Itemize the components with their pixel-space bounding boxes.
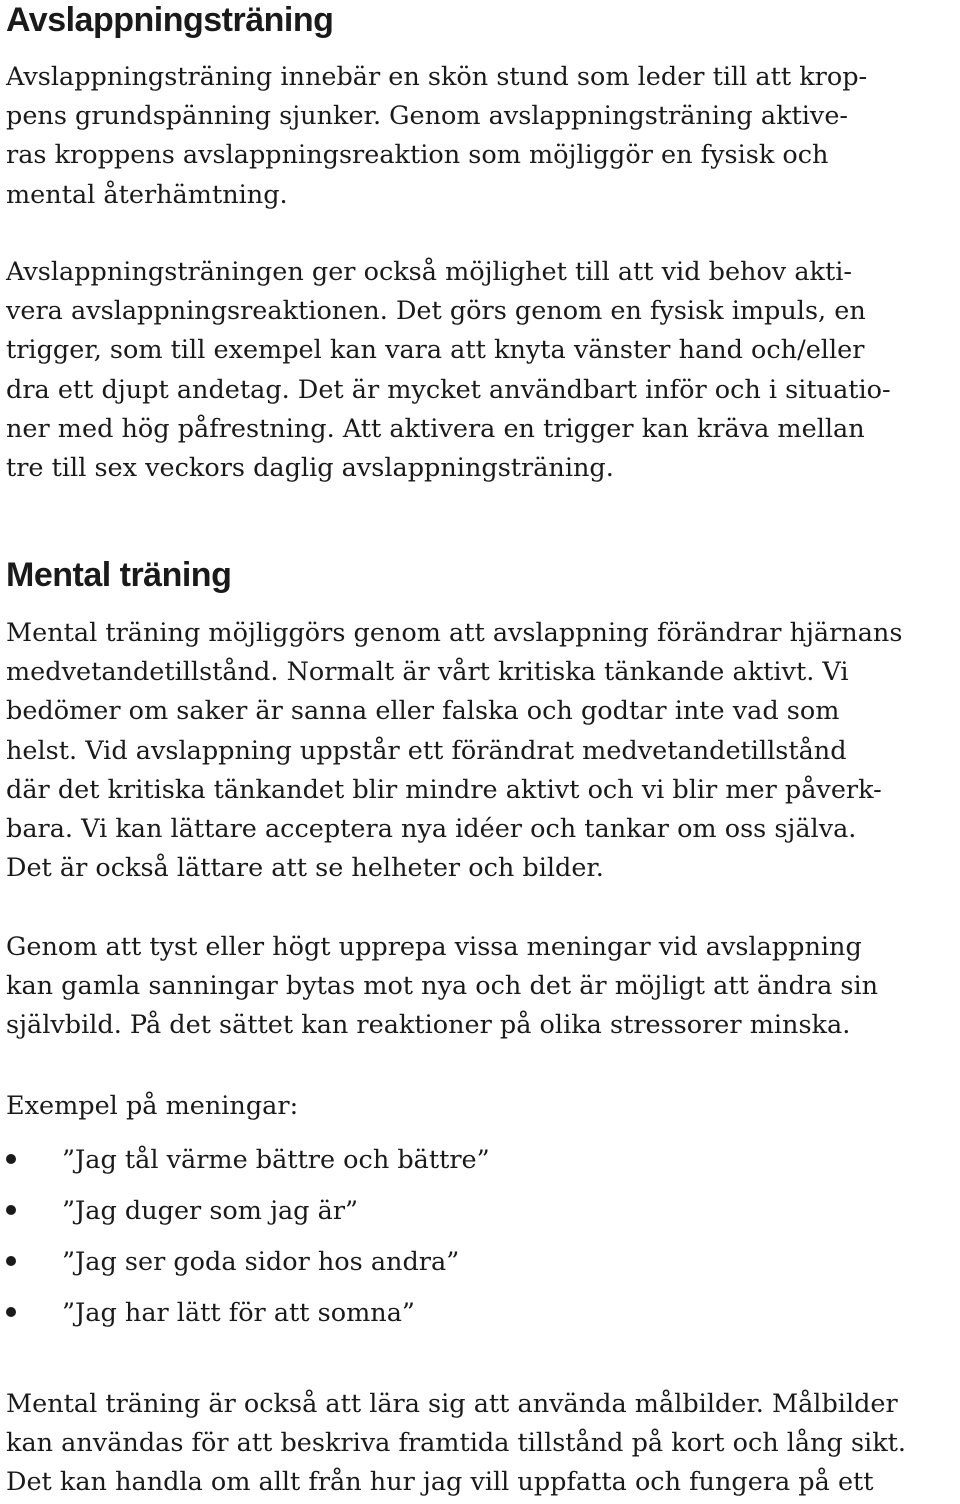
example-text: ”Jag tål värme bättre och bättre” — [62, 1145, 490, 1175]
bullet-icon — [6, 1154, 16, 1164]
paragraph-goal-images: Mental träning är också att lära sig att använda målbilder. Målbilder kan användas för att beskriva framtida tillstånd på kort och lång sikt. Det kan handla om allt från hur jag vill uppfatta och fungera på ett — [6, 1389, 907, 1498]
example-text: ”Jag har lätt för att somna” — [62, 1298, 415, 1328]
paragraph-trigger: Avslappningsträningen ger också möjlighet till att vid behov akti- vera avslappningsreaktionen. Det görs genom en fysisk impuls, en trigger, som till exempel kan vara att knyta vänster hand och/eller dra ett djupt andetag. Det är mycket användbart inför och i situatio- ner med hög påfrestning. Att aktivera en trigger kan kräva mellan tre till sex veckors daglig avslappningsträning. — [6, 257, 891, 484]
paragraph-intro: Avslappningsträning innebär en skön stund som leder till att krop- pens grundspänning sjunker. Genom avslappningsträning aktive- ras kroppens avslappningsreaktion som möjliggör en fysisk och mental återhämtning. — [6, 62, 868, 210]
examples-list — [6, 1141, 490, 1345]
paragraph-mental-training: Mental träning möjliggörs genom att avslappning förändrar hjärnans medvetandetillstånd. Normalt är vårt kritiska tänkande aktivt. Vi bedömer om saker är sanna eller falska och godtar inte vad som helst. Vid avslappning uppstår ett förändrat medvetandetillstånd där det kritiska tänkandet blir mindre aktivt och vi blir mer påverk- bara. Vi kan lättare acceptera nya idéer och tankar om oss själva. Det är också lättare att se helheter och bilder. — [6, 618, 903, 884]
examples-intro: Exempel på meningar: — [6, 1091, 299, 1121]
section-heading-mental-traning: Mental träning — [6, 556, 232, 594]
list-item — [6, 1141, 490, 1192]
bullet-icon — [6, 1205, 16, 1215]
list-item — [6, 1192, 490, 1243]
bullet-icon — [6, 1256, 16, 1266]
example-text: ”Jag ser goda sidor hos andra” — [62, 1247, 460, 1277]
example-text: ”Jag duger som jag är” — [62, 1196, 359, 1226]
list-item — [6, 1294, 490, 1345]
list-item — [6, 1243, 490, 1294]
bullet-icon — [6, 1307, 16, 1317]
section-heading-avslappningstraning: Avslappningsträning — [6, 1, 334, 39]
paragraph-repetition: Genom att tyst eller högt upprepa vissa meningar vid avslappning kan gamla sanningar bytas mot nya och det är möjligt att ändra sin självbild. På det sättet kan reaktioner på olika stressorer minska. — [6, 932, 879, 1041]
